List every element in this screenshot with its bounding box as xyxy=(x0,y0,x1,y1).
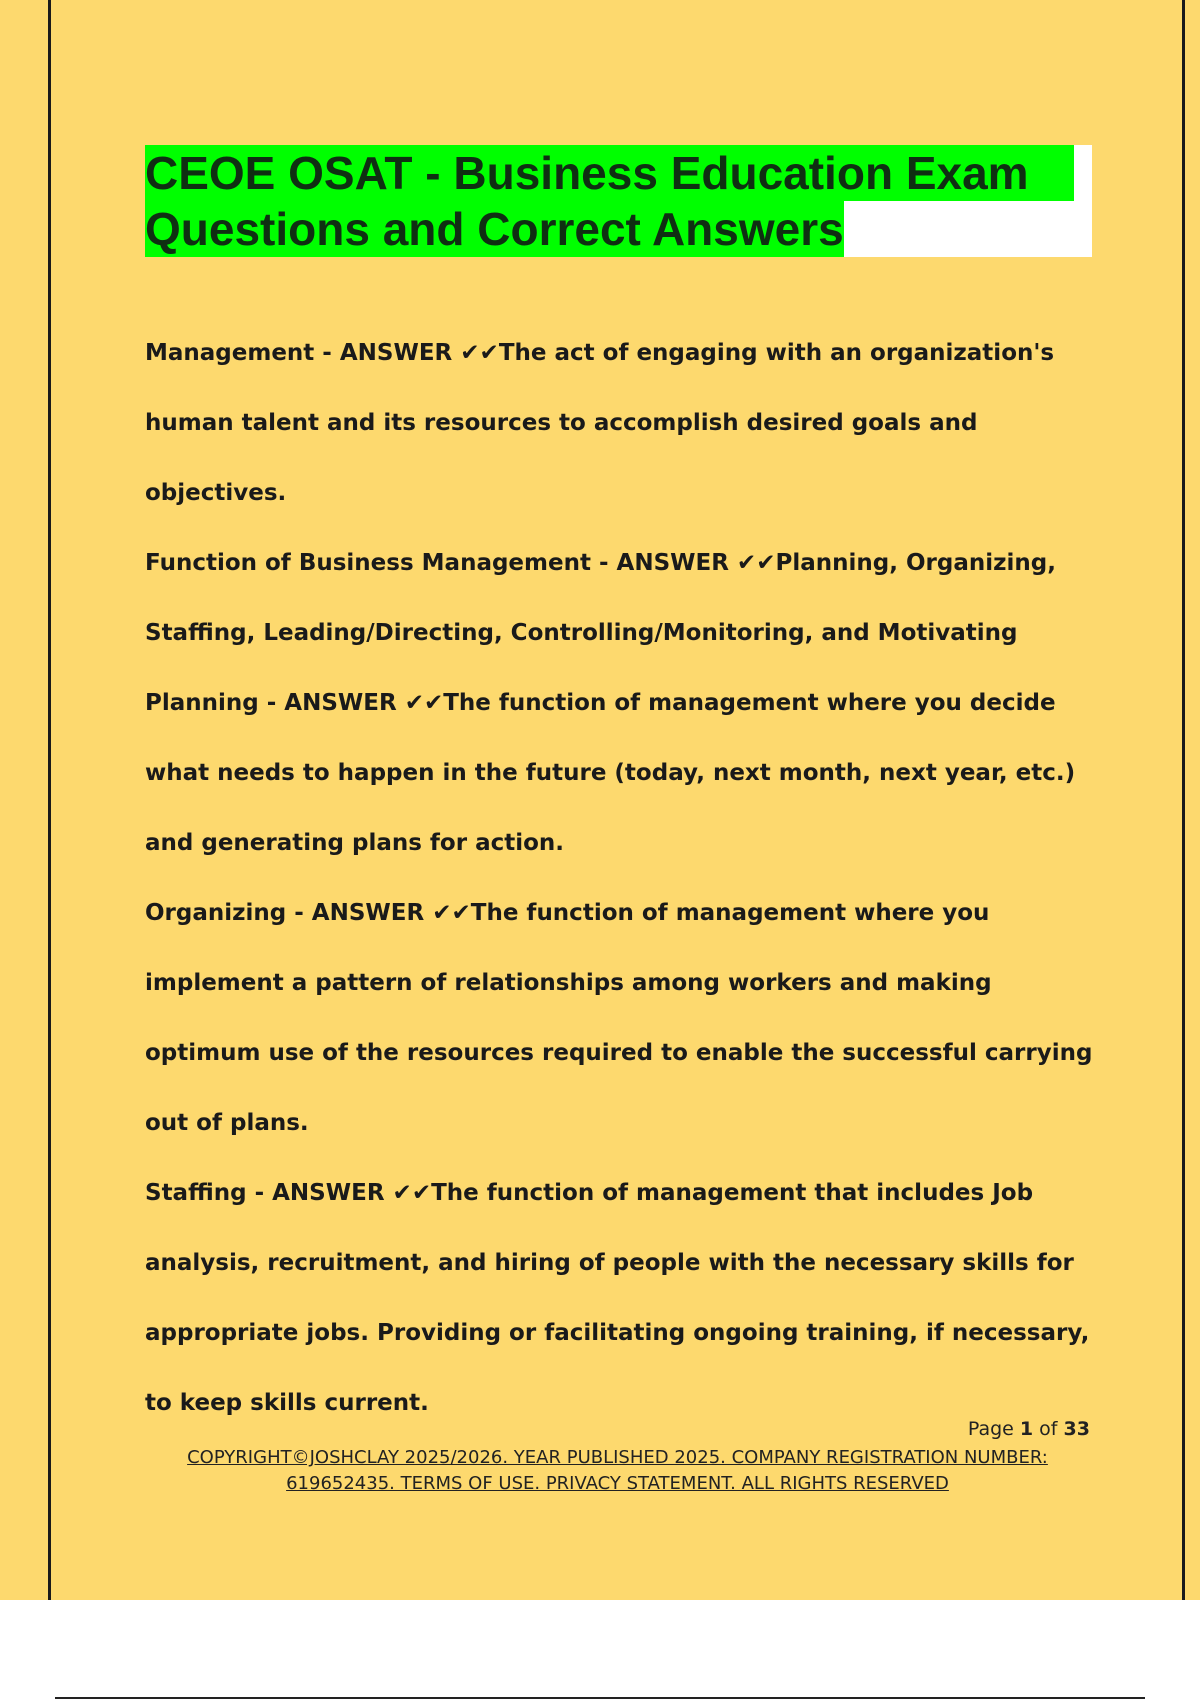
page-border-left xyxy=(48,0,51,1600)
page-current: 1 xyxy=(1019,1418,1034,1440)
bottom-rule xyxy=(55,1697,1145,1699)
qa-item-management: Management - ANSWER ✔✔The act of engaging with an organization's human talent and its resources to accomplish desired goals and objectives. xyxy=(145,340,1055,506)
document-title-line-1: CEOE OSAT - Business Education Exam xyxy=(145,145,1074,201)
footer-line-1: COPYRIGHT©JOSHCLAY 2025/2026. YEAR PUBLISHED 2025. COMPANY REGISTRATION NUMBER: xyxy=(187,1447,1048,1468)
page-label: Page xyxy=(967,1418,1014,1440)
qa-item-planning: Planning - ANSWER ✔✔The function of management where you decide what needs to happen in the future (today, next month, next year, etc.) and generating plans for action. xyxy=(145,690,1076,856)
page-of: of xyxy=(1039,1418,1058,1440)
qa-item-staffing: Staffing - ANSWER ✔✔The function of management that includes Job analysis, recruitment, and hiring of people with the necessary skills for appropriate jobs. Providing or facilitating ongoing training, if necessary, to keep skills current. xyxy=(145,1180,1090,1416)
page-border-right xyxy=(1182,0,1185,1600)
qa-item-organizing: Organizing - ANSWER ✔✔The function of management where you implement a pattern of relationships among workers and making optimum use of the resources required to enable the successful carrying out of plans. xyxy=(145,900,1093,1136)
qa-list xyxy=(145,318,1095,1438)
page-number xyxy=(890,1418,1090,1440)
qa-item-function-of-business-management: Function of Business Management - ANSWER ✔✔Planning, Organizing, Staffing, Leading/Directing, Controlling/Monitoring, and Motivating xyxy=(145,550,1056,646)
footer-line-2: 619652435. TERMS OF USE. PRIVACY STATEMENT. ALL RIGHTS RESERVED xyxy=(286,1473,949,1494)
copyright-footer xyxy=(150,1445,1085,1497)
page-total: 33 xyxy=(1063,1418,1090,1440)
document-title-line-2: Questions and Correct Answers xyxy=(145,203,844,255)
